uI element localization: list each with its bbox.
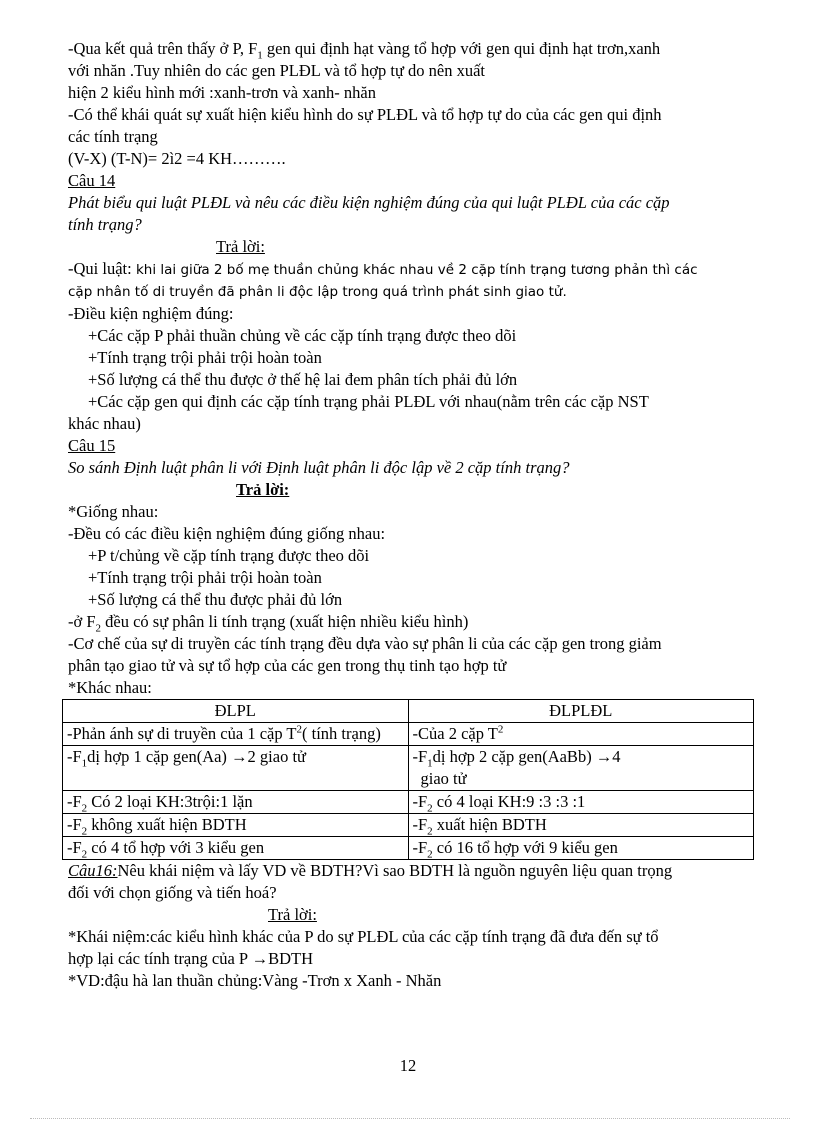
law-statement: cặp nhân tố di truyền đã phân li độc lập trong quá trình phát sinh giao tử. <box>68 284 567 300</box>
table-row <box>63 814 754 837</box>
table-cell: -Của 2 cặp $T^2$ <box>408 723 754 746</box>
table-header-cell: ĐLPLĐL <box>408 700 754 723</box>
answer-heading: Trả lời: <box>216 237 265 256</box>
answer-heading: Trả lời: <box>236 480 290 499</box>
comparison-table <box>62 699 754 860</box>
text-line: (V-X) (T-N)= 2ì2 =4 KH………. <box>68 149 286 168</box>
document-page <box>68 38 758 992</box>
condition-item: +Các cặp gen qui định các cặp tính trạng phải PLĐL với nhau(nằm trên các cặp NST <box>88 392 649 411</box>
text-line: *Khác nhau: <box>68 678 152 697</box>
condition-item: +Tính trạng trội phải trội hoàn toàn <box>88 568 322 587</box>
table-cell: $-F_2$ xuất hiện BDTH <box>408 814 754 837</box>
text-line: -ở $F_2$ đều có sự phân li tính trạng (xuất hiện nhiều kiểu hình) <box>68 612 469 635</box>
text-line: hợp lại các tính trạng của P →BDTH <box>68 949 314 968</box>
condition-item: +Số lượng cá thể thu được ở thế hệ lai đem phân tích phải đủ lớn <box>88 370 518 389</box>
page-number: 12 <box>399 1056 417 1075</box>
condition-item: +Số lượng cá thể thu được phải đủ lớn <box>88 590 343 609</box>
condition-item: khác nhau) <box>68 414 141 433</box>
text-line: *Khái niệm:các kiểu hình khác của P do sự PLĐL của các cặp tính trạng đã đưa đến sự tổ <box>68 927 659 946</box>
table-header-row <box>63 700 754 723</box>
table-row <box>63 746 754 791</box>
text-line: *VD:đậu hà lan thuần chủng:Vàng -Trơn x Xanh - Nhăn <box>68 971 442 990</box>
table-cell: $-F_2$ có 4 tổ hợp với 3 kiểu gen <box>63 837 409 860</box>
question-14-text: tính trạng? <box>68 215 142 234</box>
question-15-heading: Câu 15 <box>68 436 116 455</box>
question-14-text: Phát biểu qui luật PLĐL và nêu các điều kiện nghiệm đúng của qui luật PLĐL của các cặp <box>68 193 670 212</box>
condition-item: +P t/chủng về cặp tính trạng được theo dõi <box>88 546 370 565</box>
table-cell: $-F_1dị$ hợp 1 cặp gen(Aa) →2 giao tử <box>63 746 409 791</box>
table-row <box>63 723 754 746</box>
table-cell: $-F_2$ Có 2 loại KH:3trội:1 lặn <box>63 791 409 814</box>
text-line: *Giống nhau: <box>68 502 159 521</box>
text-line: -Điều kiện nghiệm đúng: <box>68 304 234 323</box>
text-line: hiện 2 kiểu hình mới :xanh-trơn và xanh- nhăn <box>68 83 376 102</box>
question-16-text: đối với chọn giống và tiến hoá? <box>68 883 277 902</box>
answer-heading: Trả lời: <box>268 905 317 924</box>
text-line: -Đều có các điều kiện nghiệm đúng giống nhau: <box>68 524 386 543</box>
condition-item: +Các cặp P phải thuần chủng về các cặp tính trạng được theo dõi <box>88 326 517 345</box>
table-row <box>63 837 754 860</box>
text-line: các tính trạng <box>68 127 158 146</box>
table-cell: $-F_2$ có 4 loại KH:9 :3 :3 :1 <box>408 791 754 814</box>
table-cell: -Phản ánh sự di truyền của 1 cặp $T^2$( tính trạng) <box>63 723 409 746</box>
footer-divider <box>30 1118 790 1119</box>
text-line: -Có thể khái quát sự xuất hiện kiểu hình do sự PLĐL và tổ hợp tự do của các gen qui định <box>68 105 662 124</box>
text-line: -Qua kết quả trên thấy ở P, $F_1$ gen qui định hạt vàng tổ hợp với gen qui định hạt trơn,xanh <box>68 39 661 62</box>
table-cell: $-F_1dị$ hợp 2 cặp gen(AaBb) →4 giao tử <box>408 746 754 791</box>
table-row <box>63 791 754 814</box>
question-14-heading: Câu 14 <box>68 171 116 190</box>
table-cell: $-F_2$ có 16 tổ hợp với 9 kiểu gen <box>408 837 754 860</box>
table-header-cell: ĐLPL <box>63 700 409 723</box>
law-statement: -Qui luật: khi lai giữa 2 bố mẹ thuần chủng khác nhau về 2 cặp tính trạng tương phản thì các <box>68 259 698 278</box>
text-line: -Cơ chế của sự di truyền các tính trạng đều dựa vào sự phân li của các cặp gen trong giảm <box>68 634 662 653</box>
text-line: với nhăn .Tuy nhiên do các gen PLĐL và tổ hợp tự do nên xuất <box>68 61 485 80</box>
question-15-text: So sánh Định luật phân li với Định luật phân li độc lập về 2 cặp tính trạng? <box>68 458 570 477</box>
question-16-text: Câu16:Nêu khái niệm và lấy VD về BDTH?Vì sao BDTH là nguồn nguyên liệu quan trọng <box>68 861 673 880</box>
text-line: phân tạo giao tử và sự tổ hợp của các gen trong thụ tinh tạo hợp tử <box>68 656 507 675</box>
table-cell: $-F_2$ không xuất hiện BDTH <box>63 814 409 837</box>
condition-item: +Tính trạng trội phải trội hoàn toàn <box>88 348 322 367</box>
